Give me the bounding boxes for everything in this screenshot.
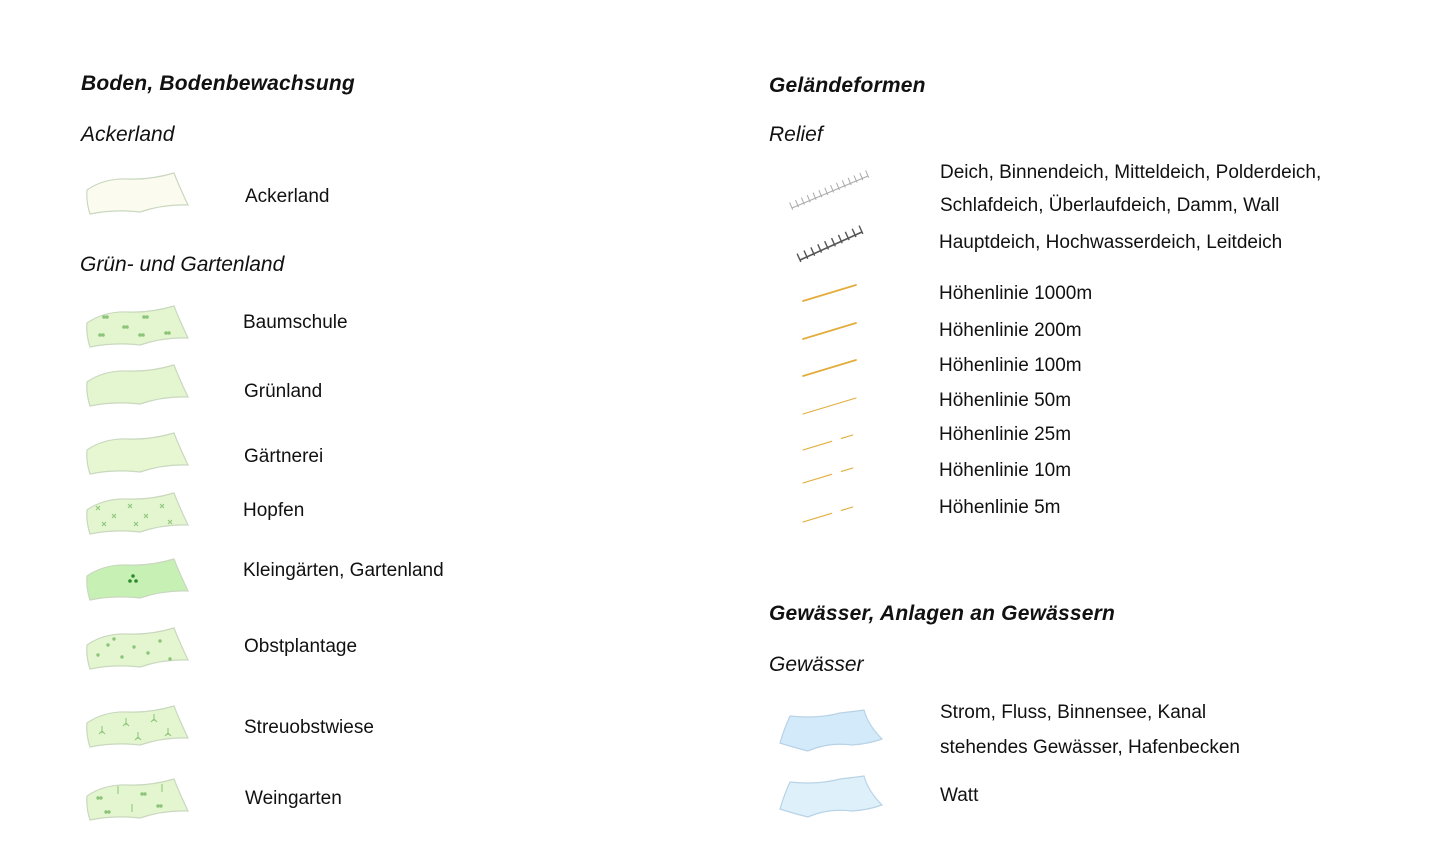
pattern-mark <box>141 793 143 795</box>
pattern-mark <box>102 334 105 337</box>
pattern-mark <box>139 334 142 337</box>
pattern-mark <box>159 640 161 642</box>
gaertnerei-area-symbol <box>84 430 190 476</box>
contour-line-symbol <box>800 280 860 306</box>
pattern-mark <box>105 811 107 813</box>
legend-label: Höhenlinie 1000m <box>939 283 1093 304</box>
pattern-mark <box>123 326 126 329</box>
pattern-mark <box>106 316 109 319</box>
legend-label: Hopfen <box>243 500 305 521</box>
pattern-mark <box>99 334 102 337</box>
pattern-mark <box>128 579 132 583</box>
legend-label: Hauptdeich, Hochwasserdeich, Leitdeich <box>939 232 1283 253</box>
legend-label: Höhenlinie 25m <box>939 424 1072 445</box>
legend-label: Baumschule <box>243 312 348 333</box>
section-heading-gelaendeformen: Geländeformen <box>769 74 926 97</box>
legend-label: Ackerland <box>245 186 330 207</box>
contour-stroke <box>803 360 856 376</box>
legend-label: Streuobstwiese <box>244 717 374 738</box>
legend-label: Obstplantage <box>244 636 358 657</box>
contour-stroke <box>803 285 856 301</box>
legend-label: Schlafdeich, Überlaufdeich, Damm, Wall <box>940 195 1280 216</box>
legend-label: Strom, Fluss, Binnensee, Kanal <box>940 702 1207 723</box>
pattern-mark <box>107 644 109 646</box>
baumschule-area-symbol <box>84 303 190 349</box>
dike-line-symbol <box>788 170 872 214</box>
dike-tick <box>790 202 793 209</box>
pattern-mark <box>157 805 159 807</box>
area-fill <box>87 559 188 600</box>
obstplantage-area-symbol <box>84 625 190 671</box>
pattern-mark <box>169 658 171 660</box>
ackerland-area-symbol <box>84 170 190 216</box>
pattern-mark <box>133 646 135 648</box>
legend-label: Kleingärten, Gartenland <box>243 560 444 581</box>
dike-tick <box>797 254 801 262</box>
section-heading-gewaesser: Gewässer, Anlagen an Gewässern <box>769 602 1116 625</box>
pattern-mark <box>97 797 99 799</box>
group-title-gewaesser: Gewässer <box>769 653 864 676</box>
hopfen-area-symbol <box>84 490 190 536</box>
contour-stroke <box>803 467 856 483</box>
pattern-mark <box>134 579 138 583</box>
main-dike-line-symbol <box>796 226 866 266</box>
legend-label: Gärtnerei <box>244 446 324 467</box>
kleingaerten-area-symbol <box>84 556 190 602</box>
area-fill <box>87 493 188 534</box>
area-fill <box>87 306 188 347</box>
legend-label: Höhenlinie 50m <box>939 390 1072 411</box>
contour-line-symbol <box>800 355 860 381</box>
legend-label: Höhenlinie 5m <box>939 497 1061 518</box>
legend-label: Watt <box>940 785 979 806</box>
group-title-relief: Relief <box>769 123 823 146</box>
area-fill <box>87 779 188 820</box>
pattern-mark <box>143 316 146 319</box>
contour-line-symbol <box>800 393 860 419</box>
contour-stroke <box>803 398 856 414</box>
pattern-mark <box>165 332 168 335</box>
pattern-mark <box>168 332 171 335</box>
contour-line-symbol <box>800 318 860 344</box>
pattern-mark <box>146 316 149 319</box>
pattern-mark <box>113 638 115 640</box>
tidal-flat-area-symbol <box>778 773 884 819</box>
pattern-mark <box>131 574 135 578</box>
legend-label: stehendes Gewässer, Hafenbecken <box>940 737 1240 758</box>
gruenland-area-symbol <box>84 362 190 408</box>
pattern-mark <box>121 656 123 658</box>
contour-stroke <box>803 506 856 522</box>
contour-line-symbol <box>800 501 860 527</box>
section-heading-boden: Boden, Bodenbewachsung <box>81 72 355 95</box>
pattern-mark <box>126 326 129 329</box>
pattern-mark <box>97 654 99 656</box>
contour-stroke <box>803 434 856 450</box>
area-fill <box>87 365 188 406</box>
dike-baseline <box>800 232 862 260</box>
pattern-mark <box>103 316 106 319</box>
area-fill <box>87 173 188 214</box>
water-area-symbol <box>778 707 884 753</box>
legend-label: Grünland <box>244 381 323 402</box>
area-fill <box>780 710 882 751</box>
pattern-mark <box>100 797 102 799</box>
pattern-mark <box>160 805 162 807</box>
pattern-mark <box>147 652 149 654</box>
streuobstwiese-area-symbol <box>84 703 190 749</box>
legend-label: Höhenlinie 100m <box>939 355 1082 376</box>
legend-label: Weingarten <box>245 788 342 809</box>
legend-label: Höhenlinie 10m <box>939 460 1072 481</box>
pattern-mark <box>142 334 145 337</box>
group-title-ackerland: Ackerland <box>81 123 175 146</box>
pattern-mark <box>144 793 146 795</box>
contour-stroke <box>803 323 856 339</box>
weingarten-area-symbol <box>84 776 190 822</box>
contour-line-symbol <box>800 462 860 488</box>
legend-label: Höhenlinie 200m <box>939 320 1082 341</box>
legend-label: Deich, Binnendeich, Mitteldeich, Polderdeich, <box>940 162 1322 183</box>
area-fill <box>87 628 188 669</box>
contour-line-symbol <box>800 429 860 455</box>
area-fill <box>780 776 882 817</box>
area-fill <box>87 433 188 474</box>
group-title-gruen-und-gartenland: Grün- und Gartenland <box>80 253 285 276</box>
pattern-mark <box>108 811 110 813</box>
